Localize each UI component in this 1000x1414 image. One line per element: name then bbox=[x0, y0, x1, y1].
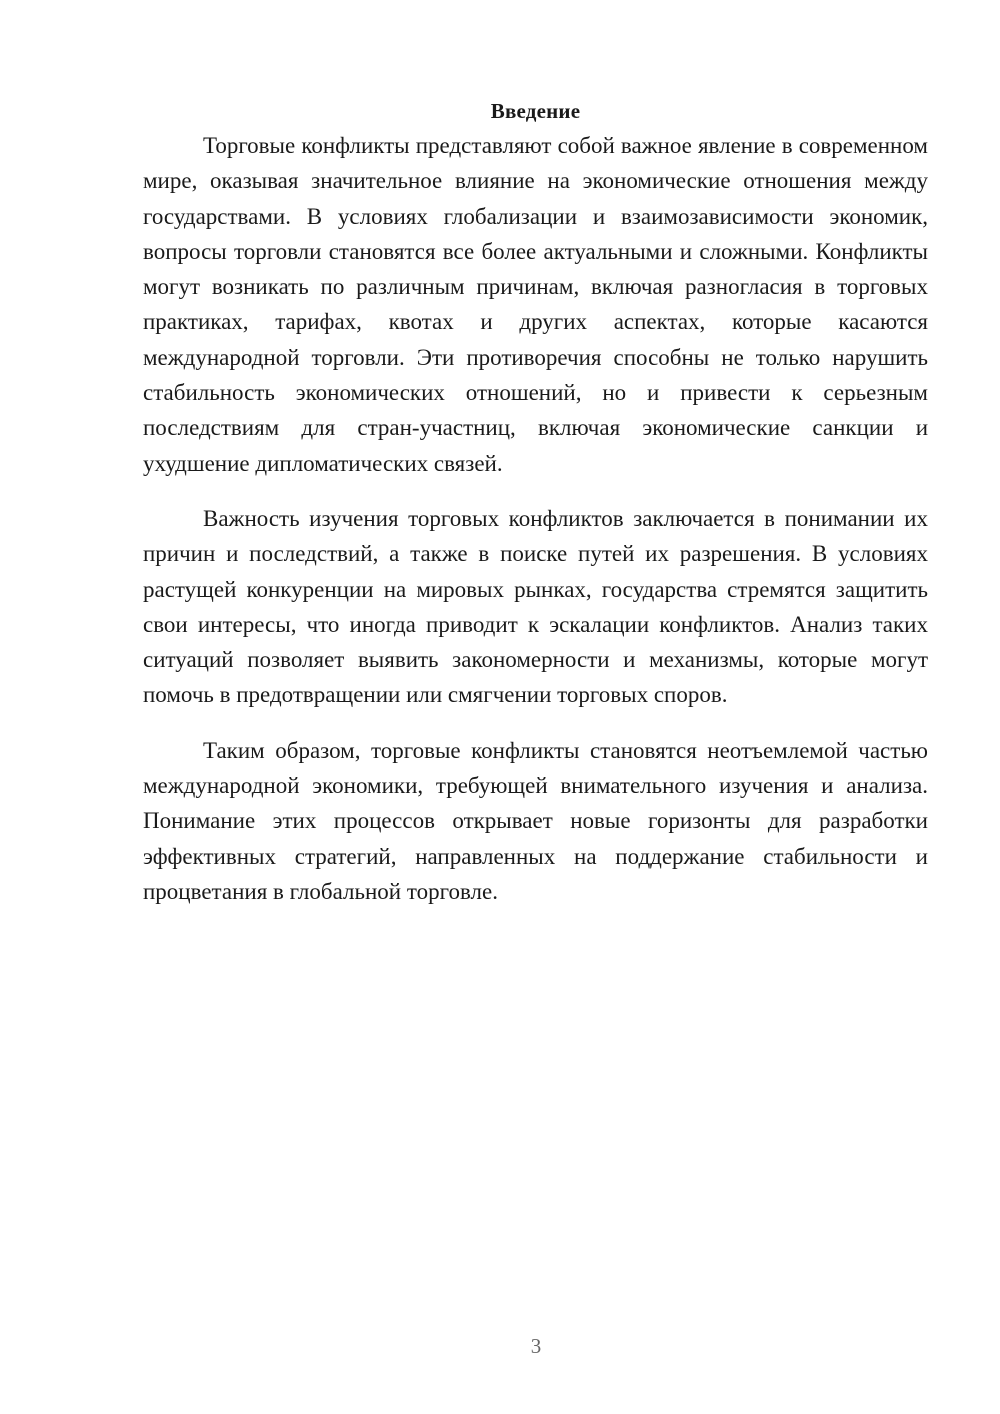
paragraph-2: Важность изучения торговых конфликтов заключается в понимании их причин и последствий, а также в поиске путей их разрешения. В условиях растущей конкуренции на мировых рынках, государства стремятся защитить свои интересы, что иногда приводит к эскалации конфликтов. Анализ таких ситуаций позволяет выявить закономерности и механизмы, которые могут помочь в предотвращении или смягчении торговых споров. bbox=[143, 505, 928, 708]
paragraph-1: Торговые конфликты представляют собой важное явление в современном мире, оказывая значительное влияние на экономические отношения между государствами. В условиях глобализации и взаимозависимости экономик, вопросы торговли становятся все более актуальными и сложными. Конфликты могут возникать по различным причинам, включая разногласия в торговых практиках, тарифах, квотах и других аспектах, которые касаются международной торговли. Эти противоречия способны не только нарушить стабильность экономических отношений, но и привести к серьезным последствиям для стран-участниц, включая экономические санкции и ухудшение дипломатических связей. bbox=[143, 133, 928, 476]
page-heading: Введение bbox=[490, 99, 581, 123]
paragraph-3: Таким образом, торговые конфликты становятся неотъемлемой частью международной экономики, требующей внимательного изучения и анализа. Понимание этих процессов открывает новые горизонты для разработки эффективных стратегий, направленных на поддержание стабильности и процветания в глобальной торговле. bbox=[143, 737, 928, 904]
page-content bbox=[143, 96, 928, 909]
page-number: 3 bbox=[530, 1334, 542, 1358]
